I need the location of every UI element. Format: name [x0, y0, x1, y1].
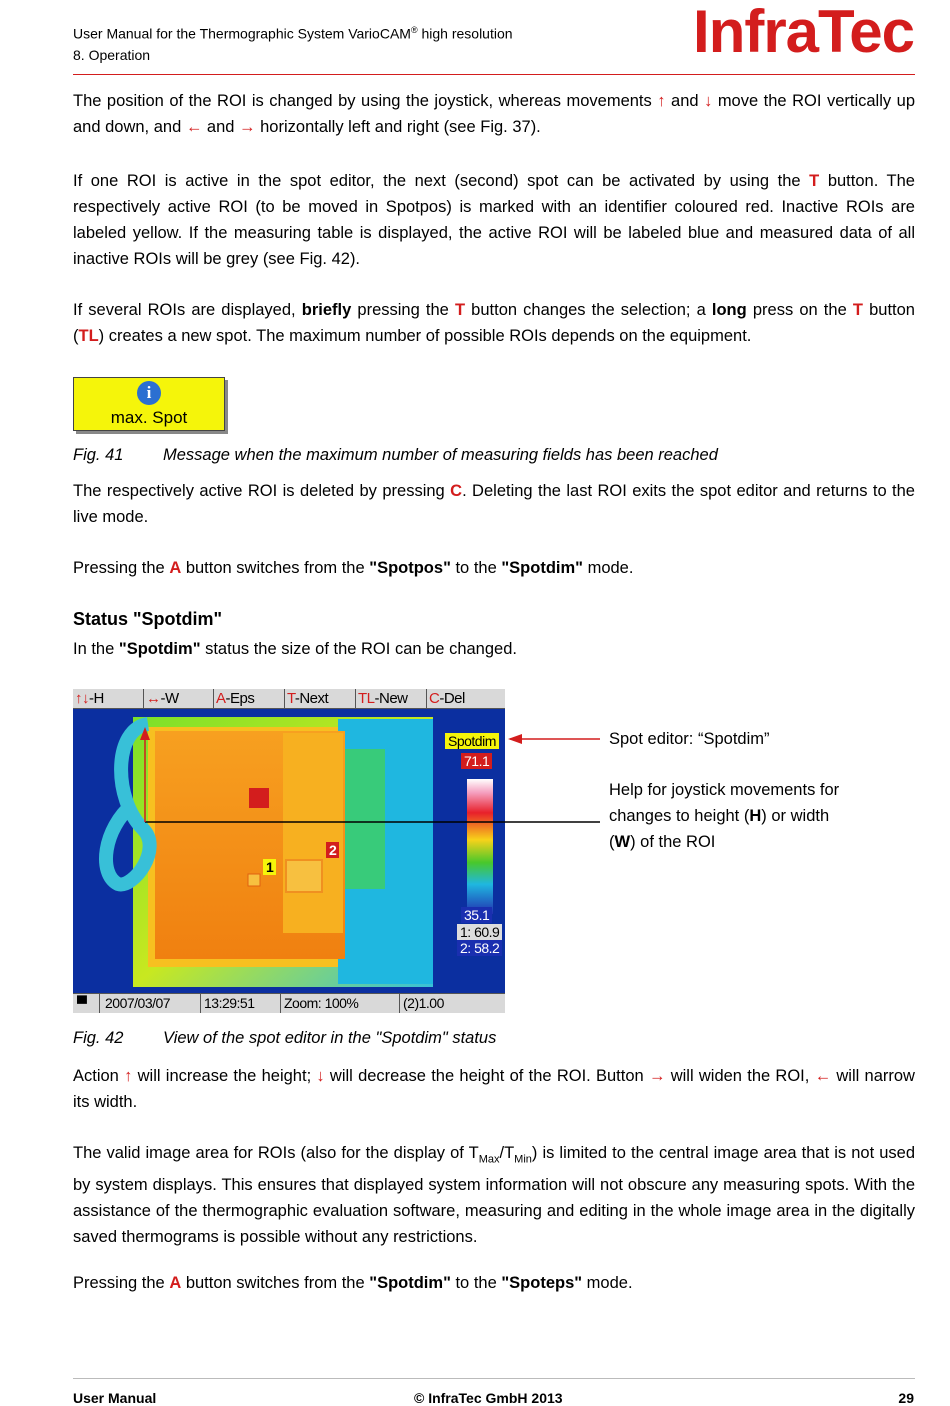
paragraph-roi-position: The position of the ROI is changed by using the joystick, whereas movements ↑ and ↓ move the ROI vertically up and down, and ← and → horizontally left and right (see Fig. 37).	[73, 92, 915, 136]
toolbar-delete: C-Del	[429, 690, 465, 707]
footer-left: User Manual	[73, 1390, 157, 1406]
spotdim-label: Spotdim	[445, 733, 499, 749]
arrow-down-icon: ↓	[316, 1067, 325, 1085]
info-icon: i	[137, 381, 161, 405]
arrow-right-icon: →	[239, 118, 256, 136]
roi2-marker: 2	[326, 842, 339, 858]
arrow-down-icon: ↓	[704, 92, 713, 110]
toolbar-eps: A-Eps	[214, 689, 285, 708]
max-temp-label: 71.1	[461, 753, 492, 769]
arrow-up-icon: ↑	[657, 92, 666, 110]
paragraph-active-roi: If one ROI is active in the spot editor, the next (second) spot can be activated by using the T button. The respectively active ROI (to be moved in Spotpos) is marked with an identifier coloured red. Inactive ROIs are labeled yellow. If the measuring table is displayed, the active ROI will be labeled blue and measured data of all inactive ROIs will be grey (see Fig. 42).	[73, 172, 915, 268]
status-time: 13:29:51	[200, 994, 281, 1013]
annotation-spot-editor: Spot editor: “Spotdim”	[609, 730, 770, 748]
arrow-left-icon: ←	[814, 1067, 832, 1085]
save-icon: ▀	[73, 994, 100, 1013]
roi1-value: 1: 60.9	[457, 924, 502, 940]
min-temp-label: 35.1	[461, 907, 492, 923]
status-value: (2)1.00	[403, 995, 444, 1011]
paragraph-delete-roi: The respectively active ROI is deleted by pressing C. Deleting the last ROI exits the spot editor and returns to the live mode.	[73, 482, 915, 526]
section-heading: Status "Spotdim"	[73, 609, 223, 629]
paragraph-mode-switch-2: Pressing the A button switches from the "Spotdim" to the "Spoteps" mode.	[73, 1274, 633, 1292]
header-title: User Manual for the Thermographic System VarioCAM® high resolution	[73, 25, 513, 42]
toolbar-width: ↔-W	[144, 689, 214, 708]
status-zoom: Zoom: 100%	[280, 994, 400, 1013]
arrow-left-icon: ←	[185, 118, 203, 136]
toolbar-next: T-Next	[285, 689, 356, 708]
message-text: max. Spot	[110, 408, 188, 427]
toolbar-height: ↑↓-H	[73, 689, 144, 708]
footer-divider	[73, 1378, 915, 1379]
roi2-value: 2: 58.2	[457, 940, 502, 956]
infratec-logo: InfraTec	[693, 0, 914, 65]
page-number: 29	[898, 1390, 914, 1406]
paragraph-action-arrows: Action ↑ will increase the height; ↓ will decrease the height of the ROI. Button → will widen the ROI, ← will narrow its width.	[73, 1067, 915, 1111]
paragraph-mode-switch-1: Pressing the A button switches from the "Spotpos" to the "Spotdim" mode.	[73, 559, 634, 577]
roi1-marker: 1	[263, 859, 276, 875]
header-chapter: 8. Operation	[73, 46, 151, 63]
arrow-right-icon: →	[648, 1067, 666, 1085]
annotation-joystick-help: Help for joystick movements for changes to height (H) or width (W) of the ROI	[609, 781, 840, 851]
figure-caption-42: Fig. 42 View of the spot editor in the "Spotdim" status	[73, 1029, 497, 1047]
figure-caption-41: Fig. 41 Message when the maximum number of measuring fields has been reached	[73, 446, 718, 464]
paragraph-valid-area: The valid image area for ROIs (also for the display of $T_{Max}/T_{Min}$) is limited to the central image area that is not used by system displays. This ensures that displayed system information will not obscure any measuring spots. With the assistance of the thermographic evaluation software, measuring and editing in the whole image area in the digitally saved thermograms is possible without any restrictions.	[73, 1144, 915, 1247]
status-date: 2007/03/07	[101, 994, 201, 1013]
arrow-up-icon: ↑	[124, 1067, 133, 1085]
footer-copyright: © InfraTec GmbH 2013	[414, 1390, 563, 1406]
paragraph-several-rois: If several ROIs are displayed, briefly pressing the T button changes the selection; a long press on the T button (TL) creates a new spot. The maximum number of possible ROIs depends on the equipment.	[73, 301, 915, 345]
paragraph-spotdim-intro: In the "Spotdim" status the size of the ROI can be changed.	[73, 640, 517, 658]
toolbar-new: TL-New	[356, 689, 427, 708]
